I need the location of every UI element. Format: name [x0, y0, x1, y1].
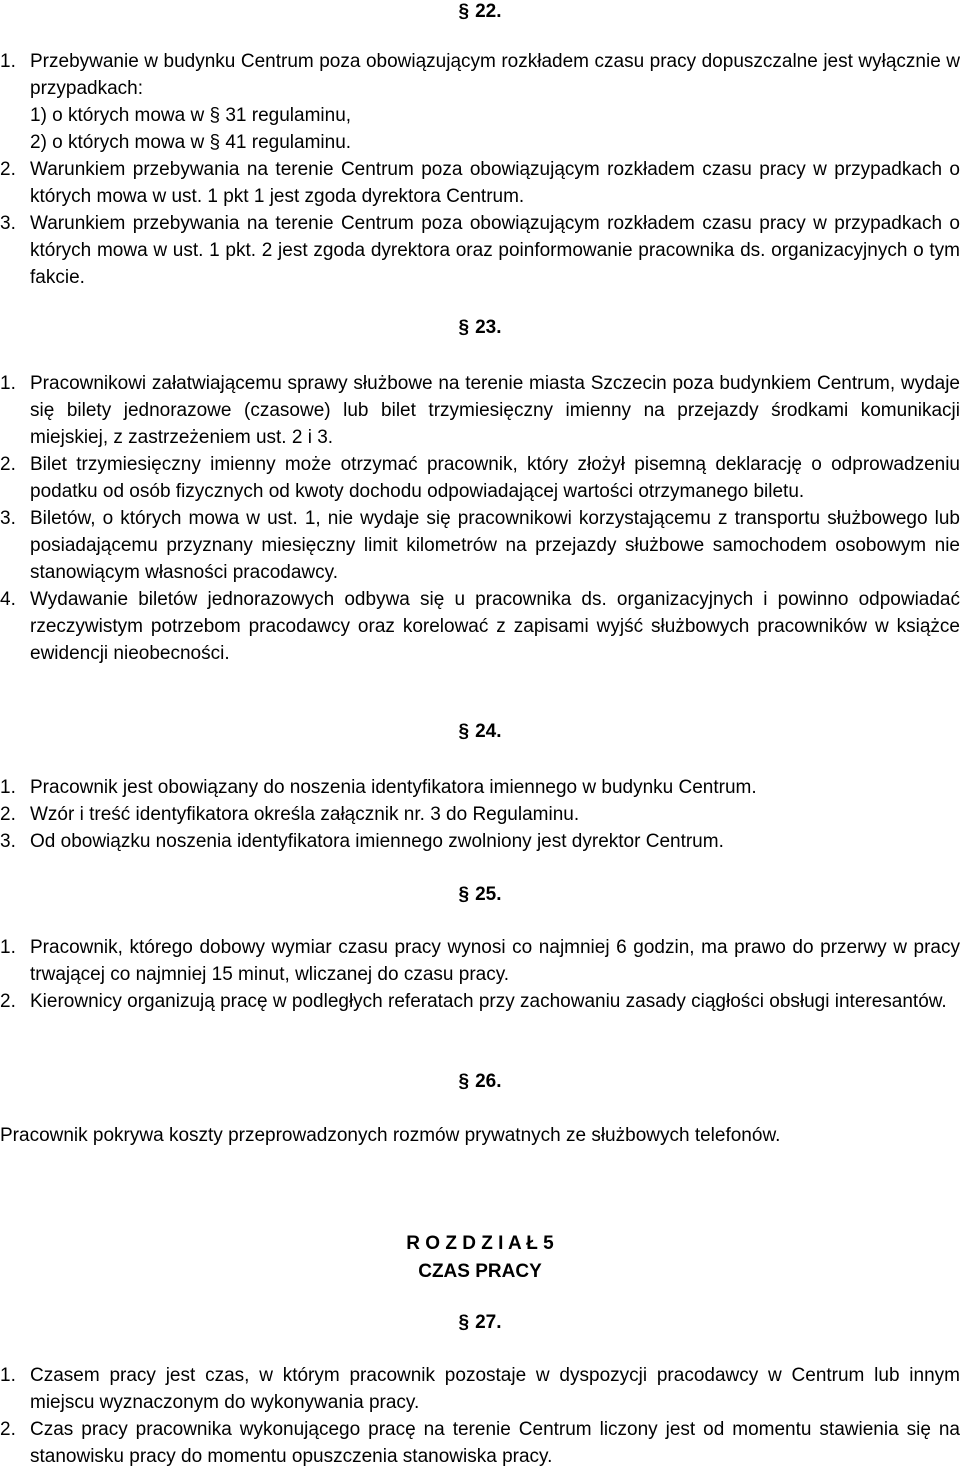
section-27-body	[0, 1362, 960, 1470]
chapter-title: R O Z D Z I A Ł 5	[406, 1233, 554, 1254]
section-24-body	[0, 774, 960, 855]
list-item: 1. Czasem pracy jest czas, w którym pracownik pozostaje w dyspozycji pracodawcy w Centrum lub innym miejscu wyznaczonym do wykonywania pracy.	[0, 1365, 960, 1413]
section-heading-27: § 27.	[458, 1312, 502, 1333]
list-item: 2. Wzór i treść identyfikatora określa załącznik nr. 3 do Regulaminu.	[0, 804, 580, 825]
list-item: 2. Bilet trzymiesięczny imienny może otrzymać pracownik, który złożył pisemną deklarację o odprowadzeniu podatku od osób fizycznych od kwoty dochodu odpowiadającej wartości otrzymanego biletu.	[0, 454, 960, 502]
sub-item: 1) o których mowa w § 31 regulaminu,	[30, 105, 352, 126]
section-sign: §	[458, 1071, 470, 1092]
list-item: 3. Od obowiązku noszenia identyfikatora imiennego zwolniony jest dyrektor Centrum.	[0, 831, 724, 852]
section-sign: §	[458, 1, 470, 22]
paragraph: Pracownik pokrywa koszty przeprowadzonych rozmów prywatnych ze służbowych telefonów.	[0, 1125, 781, 1146]
list-item: 2. Kierownicy organizują pracę w podległych referatach przy zachowaniu zasady ciągłości obsługi interesantów.	[0, 991, 947, 1012]
chapter-subtitle: CZAS PRACY	[418, 1261, 542, 1282]
section-sign: §	[458, 884, 470, 905]
list-item: 1. Pracownikowi załatwiającemu sprawy służbowe na terenie miasta Szczecin poza budynkiem Centrum, wydaje się bilety jednorazowe (czasowe) lub bilet trzymiesięczny imienny na przejazdy środkami komunikacji miejskiej, z zastrzeżeniem ust. 2 i 3.	[0, 373, 960, 448]
sub-item: 2) o których mowa w § 41 regulaminu.	[30, 132, 352, 153]
section-heading-26: § 26.	[458, 1071, 502, 1092]
section-23-body	[0, 370, 960, 667]
list-item: 2. Warunkiem przebywania na terenie Centrum poza obowiązującym rozkładem czasu pracy w przypadkach o których mowa w ust. 1 pkt 1 jest zgoda dyrektora Centrum.	[0, 159, 960, 207]
list-item: 1. Przebywanie w budynku Centrum poza obowiązującym rozkładem czasu pracy dopuszczalne jest wyłącznie w przypadkach:	[0, 51, 960, 99]
section-heading-24: § 24.	[458, 721, 502, 742]
list-item: 2. Czas pracy pracownika wykonującego pracę na terenie Centrum liczony jest od momentu stawienia się na stanowisku pracy do momentu opuszczenia stanowiska pracy.	[0, 1419, 960, 1467]
section-sign: §	[458, 317, 470, 338]
section-25-body	[0, 934, 960, 1015]
section-26-body	[0, 1122, 960, 1149]
section-heading-22: § 22.	[458, 1, 502, 22]
section-sign: §	[458, 1312, 470, 1333]
section-22-body	[0, 48, 960, 291]
section-heading-23: § 23.	[458, 317, 502, 338]
list-item: 3. Warunkiem przebywania na terenie Centrum poza obowiązującym rozkładem czasu pracy w przypadkach o których mowa w ust. 1 pkt. 2 jest zgoda dyrektora oraz poinformowanie pracownika ds. organizacyjnych o tym fakcie.	[0, 213, 960, 288]
section-heading-25: § 25.	[458, 884, 502, 905]
section-sign: §	[458, 721, 470, 742]
list-item: 1. Pracownik jest obowiązany do noszenia identyfikatora imiennego w budynku Centrum.	[0, 777, 757, 798]
list-item: 1. Pracownik, którego dobowy wymiar czasu pracy wynosi co najmniej 6 godzin, ma prawo do przerwy w pracy trwającej co najmniej 15 minut, wliczanej do czasu pracy.	[0, 937, 960, 985]
list-item: 3. Biletów, o których mowa w ust. 1, nie wydaje się pracownikowi korzystającemu z transportu służbowego lub posiadającemu przyznany miesięczny limit kilometrów na przejazdy służbowe samochodem osobowym nie stanowiącym własności pracodawcy.	[0, 508, 960, 583]
list-item: 4. Wydawanie biletów jednorazowych odbywa się u pracownika ds. organizacyjnych i powinno odpowiadać rzeczywistym potrzebom pracodawcy oraz korelować z zapisami wyjść służbowych pracowników w książce ewidencji nieobecności.	[0, 589, 960, 664]
